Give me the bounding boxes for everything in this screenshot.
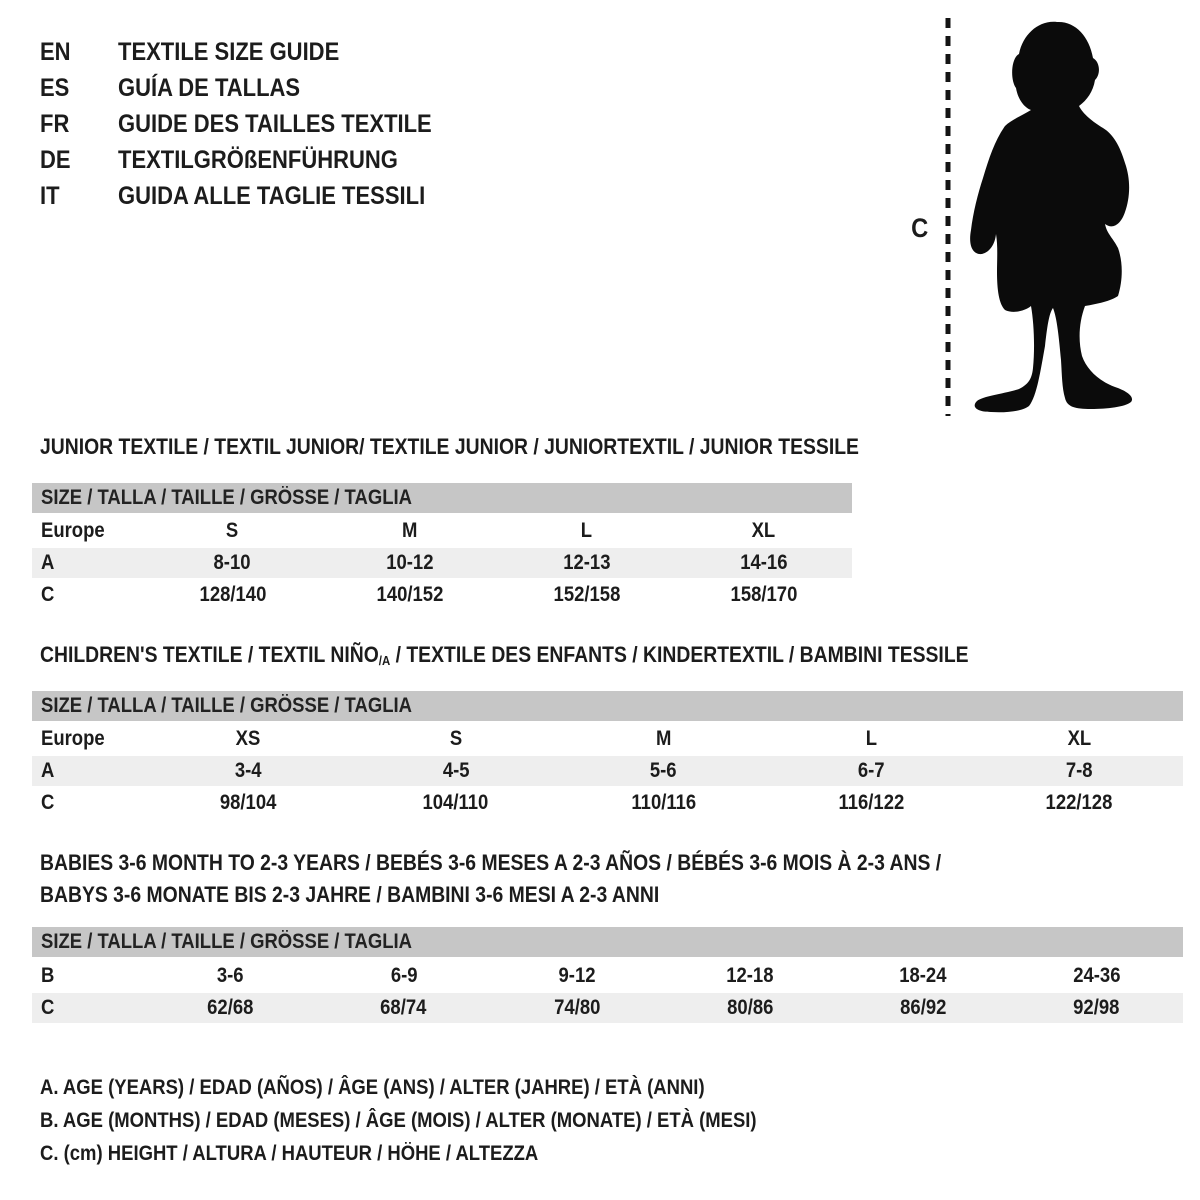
language-row — [40, 70, 475, 106]
height-cell: 80/86 — [726, 996, 774, 1019]
babies-section-title-line1: BABIES 3-6 MONTH TO 2-3 YEARS / BEBÉS 3-6 MESES A 2-3 AÑOS / BÉBÉS 3-6 MOIS À 2-3 ANS / — [40, 850, 942, 875]
table-row-europe — [32, 724, 1183, 754]
age-cell: 24-36 — [1072, 964, 1121, 987]
language-guide-title: GUIDA ALLE TAGLIE TESSILI — [118, 182, 426, 210]
row-label: Europe — [41, 727, 105, 750]
row-label: C — [41, 583, 55, 606]
language-row — [40, 106, 475, 142]
age-cell: 3-6 — [217, 964, 244, 987]
age-cell: 18-24 — [899, 964, 947, 987]
language-guide-title: TEXTILGRÖßENFÜHRUNG — [118, 146, 398, 174]
height-cell: 68/74 — [380, 996, 427, 1019]
height-cell: 98/104 — [219, 791, 277, 814]
size-cell: M — [401, 519, 418, 542]
height-measure-label: C — [911, 213, 929, 243]
table-row-age-months — [32, 961, 1183, 991]
height-cell: 92/98 — [1073, 996, 1120, 1019]
size-cell: XS — [235, 727, 261, 750]
size-header-band — [32, 691, 1183, 721]
age-cell: 4-5 — [442, 759, 470, 782]
size-cell: L — [865, 727, 877, 750]
height-cell: 86/92 — [900, 996, 947, 1019]
size-cell: L — [580, 519, 593, 542]
age-cell: 9-12 — [558, 964, 596, 987]
legend-height-cm: C. (cm) HEIGHT / ALTURA / HAUTEUR / HÖHE / ALTEZZA — [40, 1142, 539, 1165]
junior-size-table — [32, 483, 852, 612]
size-cell: XL — [1067, 727, 1091, 750]
size-cell: XL — [751, 519, 776, 542]
height-cell: 128/140 — [199, 583, 266, 606]
junior-section-title: JUNIOR TEXTILE / TEXTIL JUNIOR/ TEXTILE JUNIOR / JUNIORTEXTIL / JUNIOR TESSILE — [40, 434, 859, 459]
size-header-band — [32, 927, 1183, 957]
language-row — [40, 142, 475, 178]
age-cell: 12-13 — [562, 551, 611, 574]
language-guide-title: TEXTILE SIZE GUIDE — [118, 38, 340, 66]
language-code: EN — [40, 38, 71, 66]
height-cell: 110/116 — [631, 791, 696, 814]
height-cell: 104/110 — [422, 791, 489, 814]
size-header-label: SIZE / TALLA / TAILLE / GRÖSSE / TAGLIA — [41, 930, 412, 953]
language-code: IT — [40, 182, 60, 210]
height-cell: 152/158 — [553, 583, 620, 606]
legend-age-months: B. AGE (MONTHS) / EDAD (MESES) / ÂGE (MOIS) / ALTER (MONATE) / ETÀ (MESI) — [40, 1109, 757, 1132]
language-guide-title: GUIDE DES TAILLES TEXTILE — [118, 110, 432, 138]
legend-age-years: A. AGE (YEARS) / EDAD (AÑOS) / ÂGE (ANS) / ALTER (JAHRE) / ETÀ (ANNI) — [40, 1076, 705, 1099]
height-cell: 74/80 — [553, 996, 601, 1019]
nino-a-subscript: /A — [378, 653, 391, 668]
row-label: C — [41, 996, 55, 1019]
height-cell: 140/152 — [376, 583, 443, 606]
age-cell: 6-9 — [390, 964, 418, 987]
row-label: C — [41, 791, 55, 814]
age-cell: 7-8 — [1065, 759, 1093, 782]
language-code: DE — [40, 146, 71, 174]
children-size-table — [32, 691, 1183, 820]
height-cell: 158/170 — [730, 583, 797, 606]
toddler-silhouette — [955, 8, 1145, 418]
age-cell: 3-4 — [234, 759, 262, 782]
table-row-europe — [32, 516, 852, 546]
height-measure-dashed-line — [944, 16, 952, 418]
language-code: FR — [40, 110, 70, 138]
table-row-age-years — [32, 548, 852, 578]
table-row-age-years — [32, 756, 1183, 786]
row-label: A — [41, 759, 55, 782]
age-cell: 5-6 — [650, 759, 677, 782]
row-label: Europe — [41, 519, 105, 542]
language-row — [40, 178, 475, 214]
babies-size-table — [32, 927, 1183, 1025]
language-guide-title: GUÍA DE TALLAS — [118, 74, 301, 102]
age-cell: 12-18 — [726, 964, 774, 987]
size-header-band — [32, 483, 852, 513]
row-label: A — [41, 551, 55, 574]
children-section-title: CHILDREN'S TEXTILE / TEXTIL $NIÑO_{/A}$ / TEXTILE DES ENFANTS / KINDERTEXTIL / BAMBINI TESSILE — [40, 642, 969, 668]
size-cell: M — [655, 727, 672, 750]
table-row-height-cm — [32, 788, 1183, 818]
size-cell: S — [449, 727, 462, 750]
age-cell: 8-10 — [214, 551, 251, 574]
language-code: ES — [40, 74, 70, 102]
age-cell: 10-12 — [385, 551, 434, 574]
size-header-label: SIZE / TALLA / TAILLE / GRÖSSE / TAGLIA — [41, 486, 412, 509]
size-cell: S — [226, 519, 239, 542]
row-label: B — [41, 964, 55, 987]
language-title-list — [40, 34, 475, 214]
age-cell: 14-16 — [739, 551, 788, 574]
table-row-height-cm — [32, 580, 852, 610]
height-cell: 116/122 — [838, 791, 905, 814]
height-cell: 122/128 — [1045, 791, 1113, 814]
age-cell: 6-7 — [857, 759, 885, 782]
babies-section-title-line2: BABYS 3-6 MONATE BIS 2-3 JAHRE / BAMBINI 3-6 MESI A 2-3 ANNI — [40, 882, 660, 907]
table-row-height-cm — [32, 993, 1183, 1023]
height-cell: 62/68 — [207, 996, 254, 1019]
size-header-label: SIZE / TALLA / TAILLE / GRÖSSE / TAGLIA — [41, 694, 412, 717]
legend — [40, 1071, 854, 1170]
language-row — [40, 34, 475, 70]
